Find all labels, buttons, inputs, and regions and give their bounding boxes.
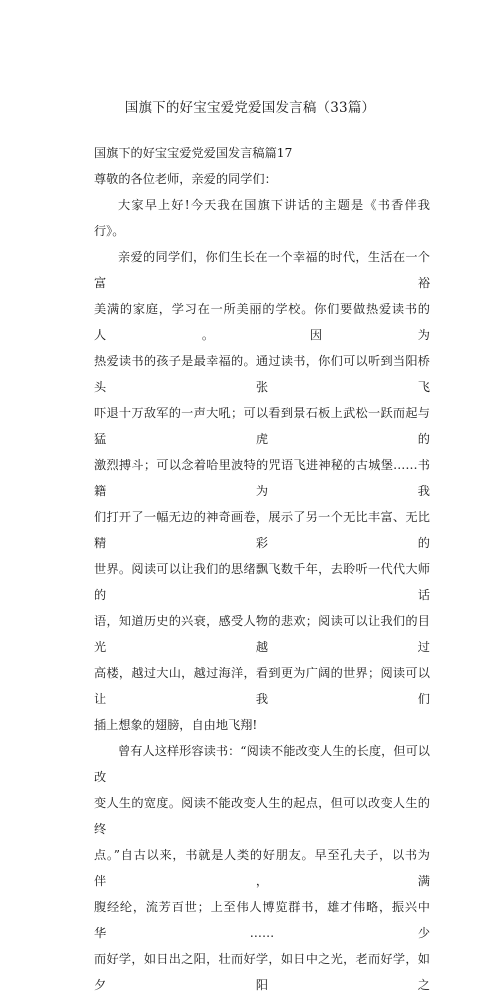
paragraph-greeting [94,192,430,244]
paragraph-line: 语，知道历史的兴衰，感受人物的悲欢；阅读可以让我们的目光越过 [94,614,430,654]
paragraph-line: 热爱读书的孩子是最幸福的。通过读书，你们可以听到当阳桥头张飞 [94,354,430,394]
paragraph-line: 曾有人这样形容读书：“阅读不能改变人生的长度，但可以改 [94,744,430,784]
paragraph-line: 而好学，如日出之阳，壮而好学，如日中之光，老而好学，如夕阳之 [94,952,430,992]
paragraph-line: 世界。阅读可以让我们的思绪飘飞数千年，去聆听一代代大师的话 [94,562,430,602]
paragraph-line: 高楼，越过大山，越过海洋，看到更为广阔的世界；阅读可以让我们 [94,666,430,706]
paragraph-line: 美满的家庭，学习在一所美丽的学校。你们要做热爱读书的人。因为 [94,302,430,342]
paragraph-line: 插上想象的翅膀，自由地飞翔! [94,718,258,732]
paragraph-line: 激烈搏斗；可以念着哈里波特的咒语飞进神秘的古城堡……书籍为我 [94,458,430,498]
paragraph-line: 大家早上好!今天我在国旗下讲话的主题是《书香伴我行》。 [94,198,430,238]
paragraph-line: 点。”自古以来，书就是人类的好朋友。早至孔夫子，以书为伴，满 [94,848,430,888]
document-body [94,140,430,998]
paragraph-line: 们打开了一幅无边的神奇画卷，展示了另一个无比丰富、无比精彩的 [94,510,430,550]
paragraph-line: 腹经纶，流芳百世；上至伟人博览群书，雄才伟略，振兴中华……少 [94,900,430,940]
paragraph-reading-benefits [94,244,430,738]
salutation: 尊敬的各位老师，亲爱的同学们： [94,172,277,186]
paragraph-quote [94,738,430,998]
section-subtitle: 国旗下的好宝宝爱党爱国发言稿篇17 [94,146,293,160]
document-title: 国旗下的好宝宝爱党爱国发言稿（33篇） [124,100,376,116]
paragraph-line: 吓退十万敌军的一声大吼；可以看到景石板上武松一跃而起与猛虎的 [94,406,430,446]
paragraph-line: 亲爱的同学们，你们生长在一个幸福的时代，生活在一个富裕 [94,250,430,290]
paragraph-line: 变人生的宽度。阅读不能改变人生的起点，但可以改变人生的终 [94,796,430,836]
